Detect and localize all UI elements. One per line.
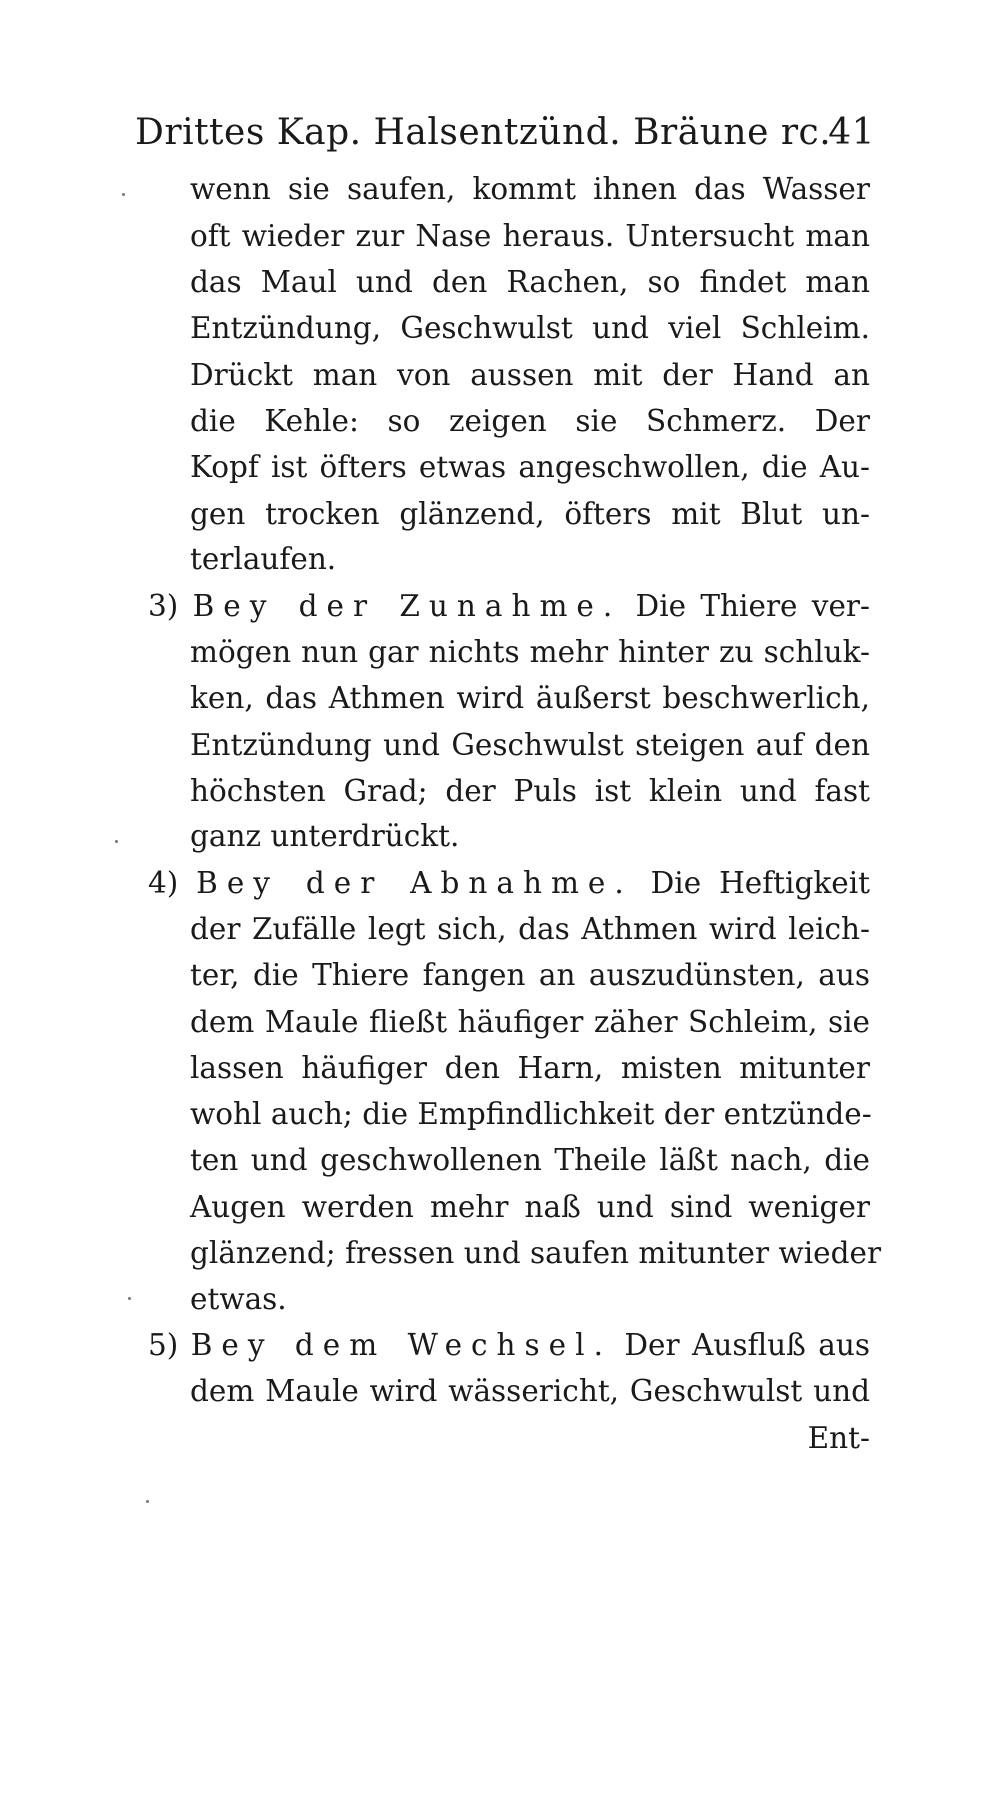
section-number: 4) xyxy=(148,866,179,900)
scan-speck xyxy=(115,840,118,843)
text-line: wenn sie saufen, kommt ihnen das Wasser xyxy=(190,172,870,206)
text-line: oft wieder zur Nase heraus. Untersucht man xyxy=(190,219,870,253)
text-line: etwas. xyxy=(190,1282,287,1316)
section-number: 5) xyxy=(148,1328,179,1362)
text-line: höchsten Grad; der Puls ist klein und fast xyxy=(190,774,870,808)
text-line: glänzend; fressen und saufen mitunter wieder xyxy=(190,1236,882,1270)
text-line: das Maul und den Rachen, so findet man xyxy=(190,265,870,299)
section-number: 3) xyxy=(148,589,179,623)
text-line: die Kehle: so zeigen sie Schmerz. Der xyxy=(190,404,870,438)
text-line: dem Maule wird wässericht, Geschwulst und xyxy=(190,1374,870,1408)
text-fragment: Der Ausfluß aus xyxy=(624,1328,870,1362)
scan-speck xyxy=(122,193,125,196)
text-line: ter, die Thiere fangen an auszudünsten, aus xyxy=(190,958,870,992)
section-heading: Bey dem Wechsel. xyxy=(190,1328,612,1362)
scan-speck xyxy=(128,1297,131,1300)
scan-speck xyxy=(146,1500,149,1503)
running-title: Drittes Kap. Halsentzünd. Bräune rc. xyxy=(135,112,832,153)
text-line: Entzündung und Geschwulst steigen auf den xyxy=(190,728,870,762)
text-line: wohl auch; die Empfindlichkeit der entzünde- xyxy=(190,1097,872,1131)
section-heading: Bey der Abnahme. xyxy=(196,866,633,900)
text-line: Augen werden mehr naß und sind weniger xyxy=(190,1190,870,1224)
text-line: ganz unterdrückt. xyxy=(190,819,460,853)
text-line: Kopf ist öfters etwas angeschwollen, die Au- xyxy=(190,450,870,484)
text-line: der Zufälle legt sich, das Athmen wird leich- xyxy=(190,912,870,946)
text-line: dem Maule fließt häufiger zäher Schleim, sie xyxy=(190,1005,870,1039)
section-heading: Bey der Zunahme. xyxy=(192,589,622,623)
text-fragment: Die Thiere ver- xyxy=(635,589,870,623)
text-line: gen trocken glänzend, öfters mit Blut un- xyxy=(190,497,870,531)
text-fragment: Die Heftigkeit xyxy=(650,866,870,900)
section-line xyxy=(148,857,870,909)
text-line: Drückt man von aussen mit der Hand an xyxy=(190,358,870,392)
text-line: Entzündung, Geschwulst und viel Schleim. xyxy=(190,311,870,345)
text-line: terlaufen. xyxy=(190,542,337,576)
text-line: ken, das Athmen wird äußerst beschwerlich, xyxy=(190,681,870,715)
text-line: lassen häufiger den Harn, misten mitunter xyxy=(190,1051,870,1085)
section-line xyxy=(148,580,870,632)
catchword: Ent- xyxy=(807,1421,870,1455)
section-line xyxy=(148,1319,870,1371)
page-number: 41 xyxy=(828,112,875,153)
text-line: ten und geschwollenen Theile läßt nach, die xyxy=(190,1143,870,1177)
running-header xyxy=(135,108,875,158)
text-line: mögen nun gar nichts mehr hinter zu schluk- xyxy=(190,635,870,669)
